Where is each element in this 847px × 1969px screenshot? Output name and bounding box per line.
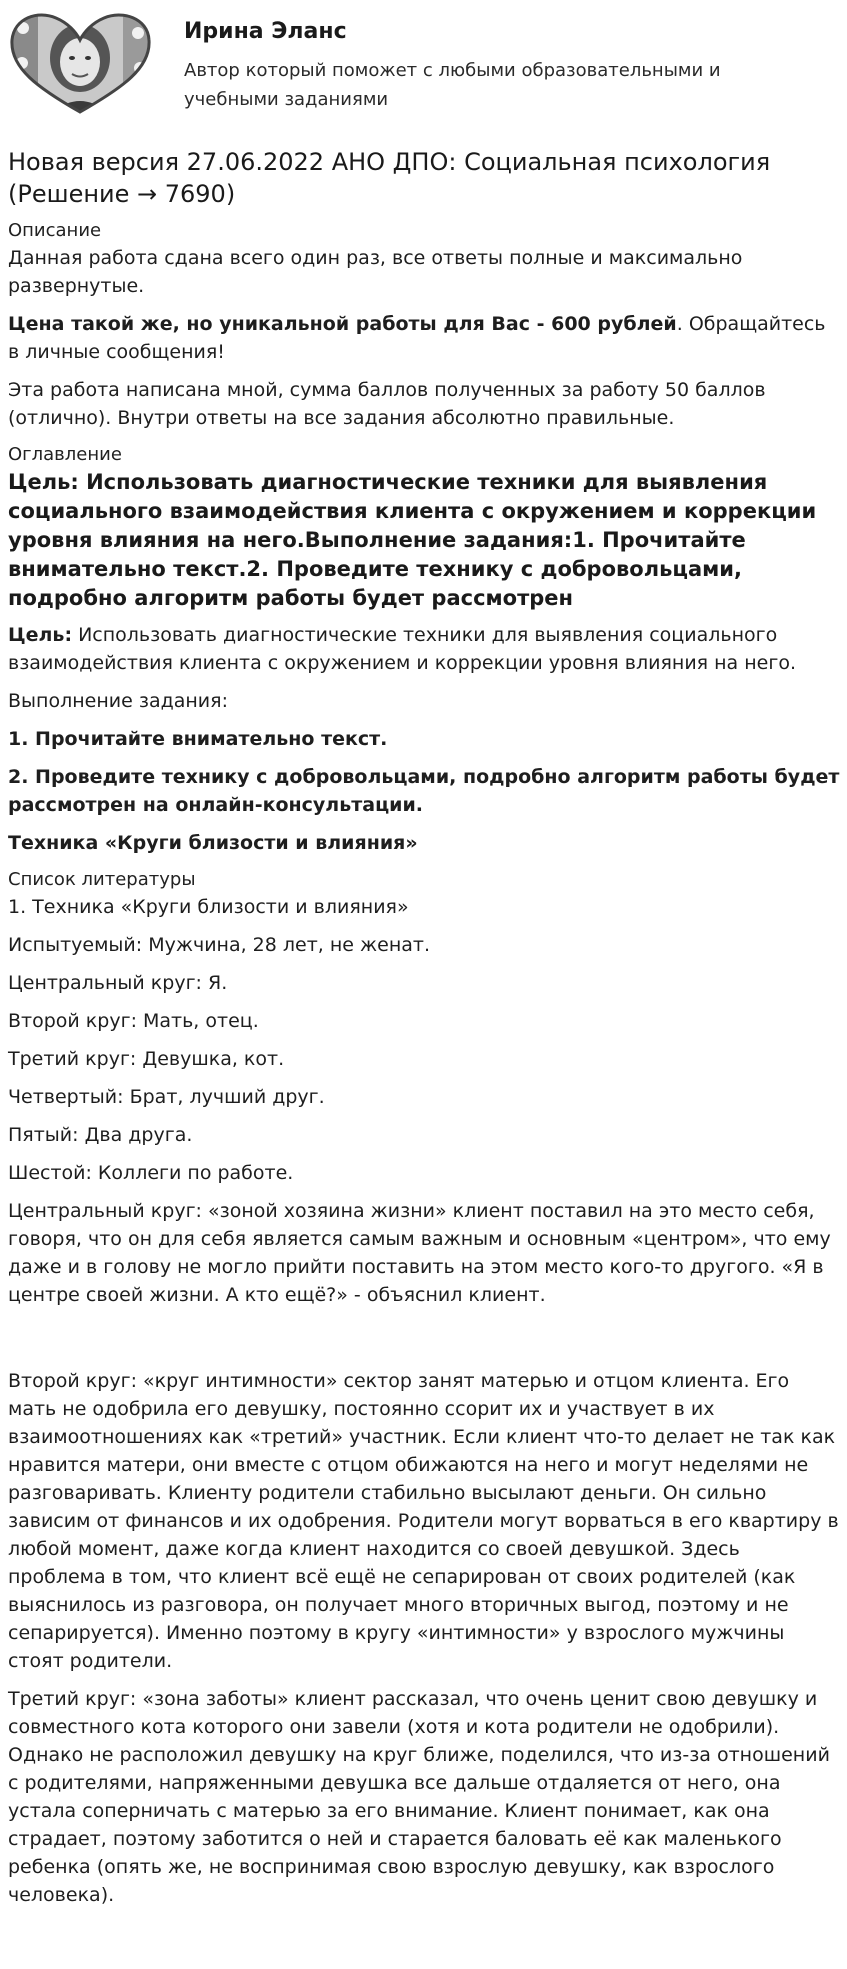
circle-central-line: Центральный круг: Я. [8, 972, 228, 994]
task-label: Выполнение задания: [8, 690, 228, 712]
spacer [8, 1319, 840, 1367]
circle-3-line: Третий круг: Девушка, кот. [8, 1048, 285, 1070]
goal-paragraph [8, 621, 840, 677]
task-item-2: 2. Проведите технику с добровольцами, подробно алгоритм работы будет рассмотрен на онлайн-консультации. [8, 766, 840, 816]
author-card [8, 8, 840, 118]
technique-title: Техника «Круги близости и влияния» [8, 832, 418, 854]
circle-6-line: Шестой: Коллеги по работе. [8, 1162, 294, 1184]
goal-label: Цель: [8, 624, 73, 646]
circle-5-line: Пятый: Два друга. [8, 1124, 193, 1146]
goal-text: Использовать диагностические техники для выявления социального взаимодействия клиента с окружением и коррекции уровня влияния на него. [8, 624, 796, 674]
toc-label: Оглавление [8, 444, 122, 465]
description-text: Данная работа сдана всего один раз, все ответы полные и максимально развернутые. [8, 247, 743, 297]
subject-line: Испытуемый: Мужчина, 28 лет, не женат. [8, 934, 431, 956]
circle-2-line: Второй круг: Мать, отец. [8, 1010, 259, 1032]
circle-4-line: Четвертый: Брат, лучший друг. [8, 1086, 325, 1108]
price-paragraph [8, 310, 840, 366]
paragraph-second-circle: Второй круг: «круг интимности» сектор занят матерью и отцом клиента. Его мать не одобрила его девушку, постоянно ссорит их и участвует в их взаимоотношениях как «третий» участник. Если клиент что-то делает не так как нравится матери, они вместе с отцом обижаются на него и могут неделями не разговаривать. Клиенту родители стабильно высылают деньги. Он сильно зависим от финансов и их одобрения. Родители могут ворваться в его квартиру в любой момент, даже когда клиент находится со своей девушкой. Здесь проблема в том, что клиент всё ещё не сепарирован от своих родителей (как выяснилось из разговора, он получает много вторичных выгод, поэтому и не сепарируется). Именно поэтому в кругу «интимности» у взрослого мужчины стоят родители. [8, 1370, 839, 1672]
price-bold: Цена такой же, но уникальной работы для Вас - 600 рублей [8, 313, 677, 335]
description-label: Описание [8, 220, 102, 241]
author-avatar[interactable] [8, 8, 153, 116]
document-title: Новая версия 27.06.2022 АНО ДПО: Социальная психология (Решение → 7690) [8, 148, 771, 208]
task-item-1: 1. Прочитайте внимательно текст. [8, 728, 388, 750]
author-bio: Автор который поможет с любыми образовательными и учебными заданиями [184, 60, 721, 110]
score-text: Эта работа написана мной, сумма баллов полученных за работу 50 баллов (отлично). Внутри ответы на все задания абсолютно правильные. [8, 379, 766, 429]
price-rest: . Обращайтесь в личные сообщения! [8, 313, 826, 363]
paragraph-central-circle: Центральный круг: «зоной хозяина жизни» клиент поставил на это место себя, говоря, что он для себя является самым важным и основным «центром», что ему даже и в голову не могло прийти поставить на этом место кого-то другого. «Я в центре своей жизни. А кто ещё?» - объяснил клиент. [8, 1200, 831, 1306]
paragraph-third-circle: Третий круг: «зона заботы» клиент рассказал, что очень ценит свою девушку и совместного кота которого они завели (хотя и кота родители не одобрили). Однако не расположил девушку на круг ближе, поделился, что из-за отношений с родителями, напряженными девушка все дальше отдаляется от него, она устала соперничать с матерью за его внимание. Клиент понимает, как она страдает, поэтому заботится о ней и старается баловать её как маленького ребенка (опять же, не воспринимая свою взрослую девушку, как взрослого человека). [8, 1688, 830, 1906]
document-content [8, 146, 840, 1919]
author-name[interactable]: Ирина Эланс [184, 19, 347, 44]
literature-label: Список литературы [8, 869, 196, 890]
literature-item: 1. Техника «Круги близости и влияния» [8, 896, 409, 918]
toc-heading: Цель: Использовать диагностические техники для выявления социального взаимодействия клиента с окружением и коррекции уровня влияния на него.Выполнение задания:1. Прочитайте внимательно текст.2. Проведите технику с добровольцами, подробно алгоритм работы будет рассмотрен [8, 470, 817, 610]
